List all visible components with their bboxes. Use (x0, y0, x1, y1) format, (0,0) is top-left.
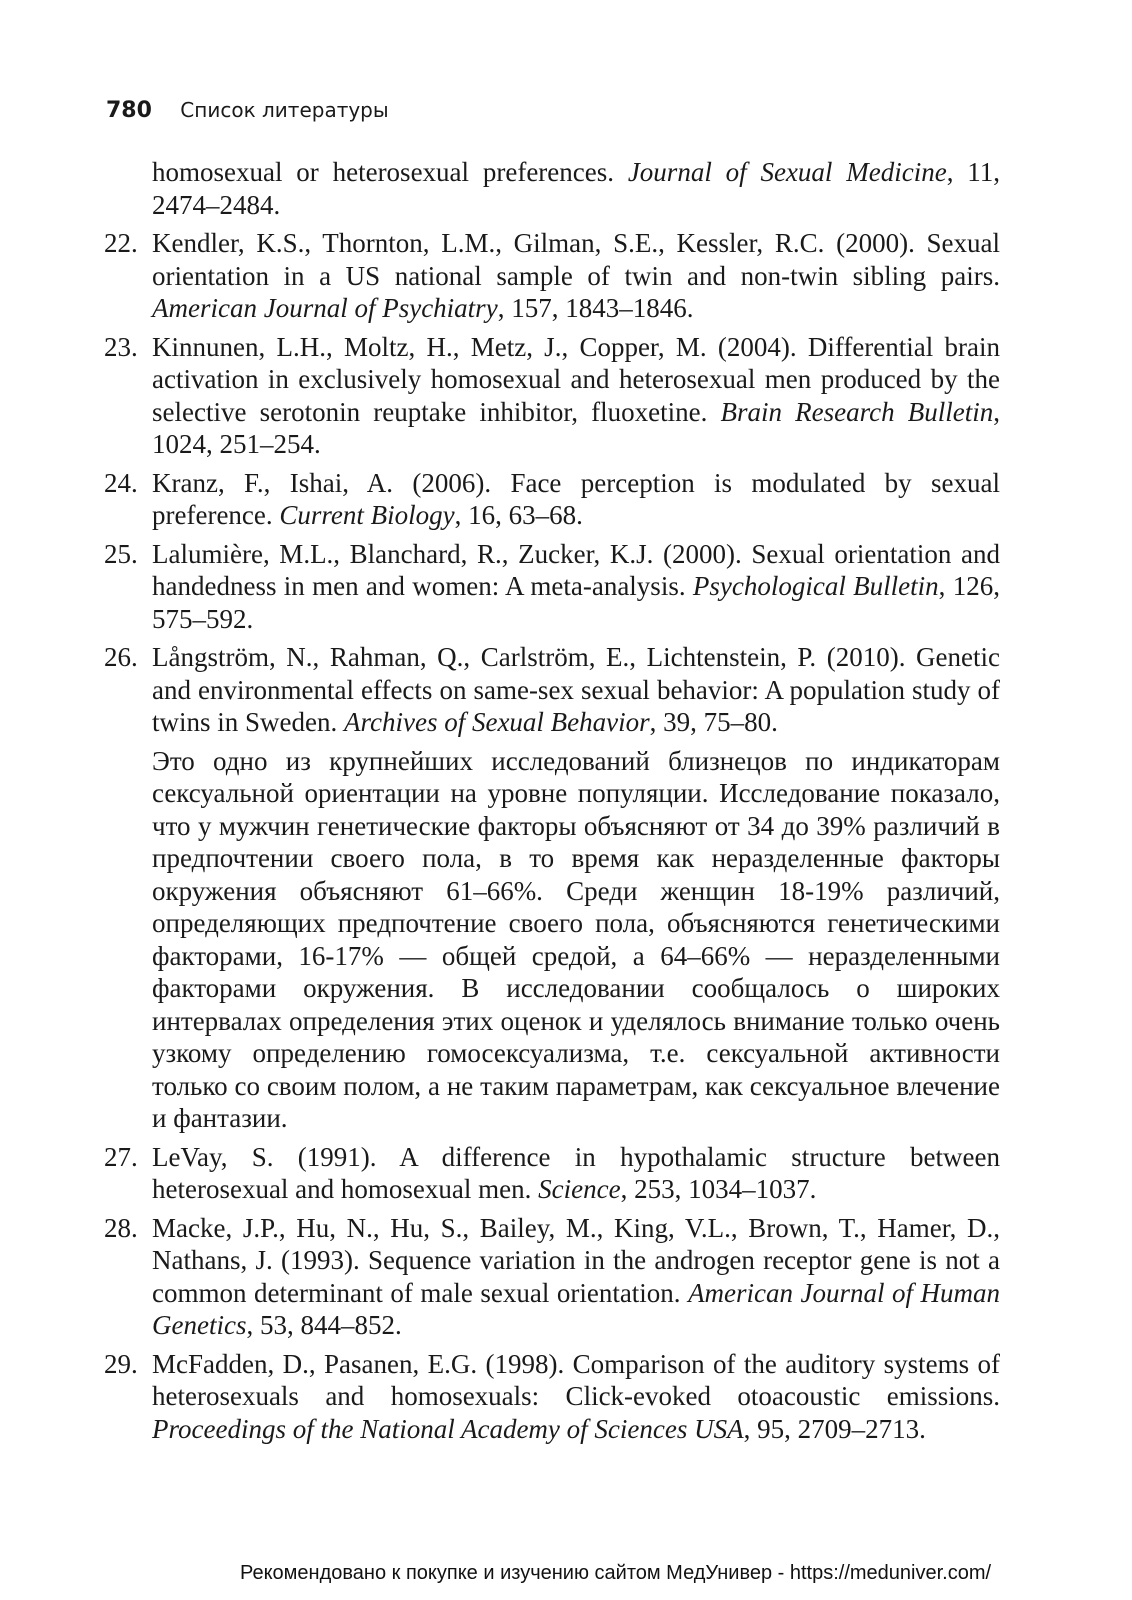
reference-annotation: Это одно из крупнейших исследований близнецов по индикаторам сексуальной ориентации на уровне популяции. Исследование показало, что у мужчин генетические факторы объясняют от 34 до 39% различий в предпочтении своего пола, в то время как неразделенные факторы окружения объясняют 61–66%. Среди женщин 18-19% различий, определяющих предпочтение своего пола, объясняются генетическими факторами, 16-17% — общей средой, а 64–66% — неразделенными факторами окружения. В исследовании сообщалось о широких интервалах определения этих оценок и уделялось внимание только очень узкому определению гомосексуализма, т.е. сексуальной активности только со своим полом, а не таким параметрам, как сексуальное влечение и фантазии. (152, 745, 1000, 1133)
reference-item-28 (104, 1212, 1000, 1342)
reference-number: 22. (104, 228, 138, 258)
journal-title: American Journal of Psychiatry (152, 293, 498, 323)
reference-item-26 (104, 641, 1000, 739)
journal-title: Archives of Sexual Behavior (344, 707, 650, 737)
reference-continuation: homosexual or heterosexual preferences. Journal of Sexual Medicine, 11, 2474–2484. (152, 157, 1000, 220)
reference-text: Långström, N., Rahman, Q., Carlström, E., Lichtenstein, P. (2010). Genetic and environmental effects on same-sex sexual behavior: A population study of twins in Sweden. Archives of Sexual Behavior, 39, 75–80. (152, 642, 1000, 737)
reference-item-22 (104, 227, 1000, 325)
journal-title: Science (538, 1174, 621, 1204)
reference-item-25 (104, 538, 1000, 636)
reference-text: Kinnunen, L.H., Moltz, H., Metz, J., Copper, M. (2004). Differential brain activation in exclusively homosexual and heterosexual men produced by the selective serotonin reuptake inhibitor, fluoxetine. Brain Research Bulletin, 1024, 251–254. (152, 331, 1000, 459)
reference-number: 25. (104, 538, 138, 569)
journal-title: Proceedings of the National Academy of Sciences USA (152, 1413, 744, 1444)
reference-item-23 (104, 331, 1000, 461)
journal-title: American Journal of Human Genetics (152, 1277, 1001, 1340)
footer-watermark-text: Рекомендовано к покупке и изучению сайтом МедУнивер - https://meduniver.com/ (240, 1562, 992, 1584)
page-number: 780 (106, 98, 152, 123)
reference-text: Kendler, K.S., Thornton, L.M., Gilman, S.E., Kessler, R.C. (2000). Sexual orientation in a US national sample of twin and non-twin sibling pairs. American Journal of Psychiatry, 157, 1843–1846. (152, 228, 1000, 323)
reference-number: 23. (104, 331, 138, 362)
reference-text: McFadden, D., Pasanen, E.G. (1998). Comparison of the auditory systems of heterosexuals and homosexuals: Click-evoked otoacoustic emissions. Proceedings of the National Academy of Sciences USA, 95, 2709–2713. (152, 1348, 1000, 1444)
reference-item-29 (104, 1348, 1000, 1446)
reference-item-27 (104, 1141, 1000, 1206)
reference-text: Lalumière, M.L., Blanchard, R., Zucker, K.J. (2000). Sexual orientation and handedness in men and women: A meta-analysis. Psychological Bulletin, 126, 575–592. (152, 538, 1000, 634)
reference-text: Macke, J.P., Hu, N., Hu, S., Bailey, M., King, V.L., Brown, T., Hamer, D., Nathans, J. (1993). Sequence variation in the androgen receptor gene is not a common determinant of male sexual orientation. American Journal of Human Genetics, 53, 844–852. (152, 1212, 1001, 1340)
reference-text: Kranz, F., Ishai, A. (2006). Face perception is modulated by sexual preference. Current Biology, 16, 63–68. (152, 467, 1000, 530)
journal-title: Brain Research Bulletin (720, 396, 994, 427)
reference-number: 24. (104, 467, 138, 498)
reference-text: LeVay, S. (1991). A difference in hypothalamic structure between heterosexual and homosexual men. Science, 253, 1034–1037. (152, 1141, 1000, 1204)
page-header (106, 98, 389, 123)
journal-title: Journal of Sexual Medicine (627, 157, 947, 187)
reference-number: 27. (104, 1141, 138, 1172)
reference-number: 28. (104, 1212, 138, 1243)
reference-list (104, 156, 1000, 1451)
reference-number: 29. (104, 1348, 138, 1379)
journal-title: Psychological Bulletin (692, 571, 939, 601)
running-head: Список литературы (180, 98, 389, 122)
reference-number: 26. (104, 642, 138, 672)
journal-title: Current Biology (279, 500, 455, 530)
reference-item-24 (104, 467, 1000, 532)
